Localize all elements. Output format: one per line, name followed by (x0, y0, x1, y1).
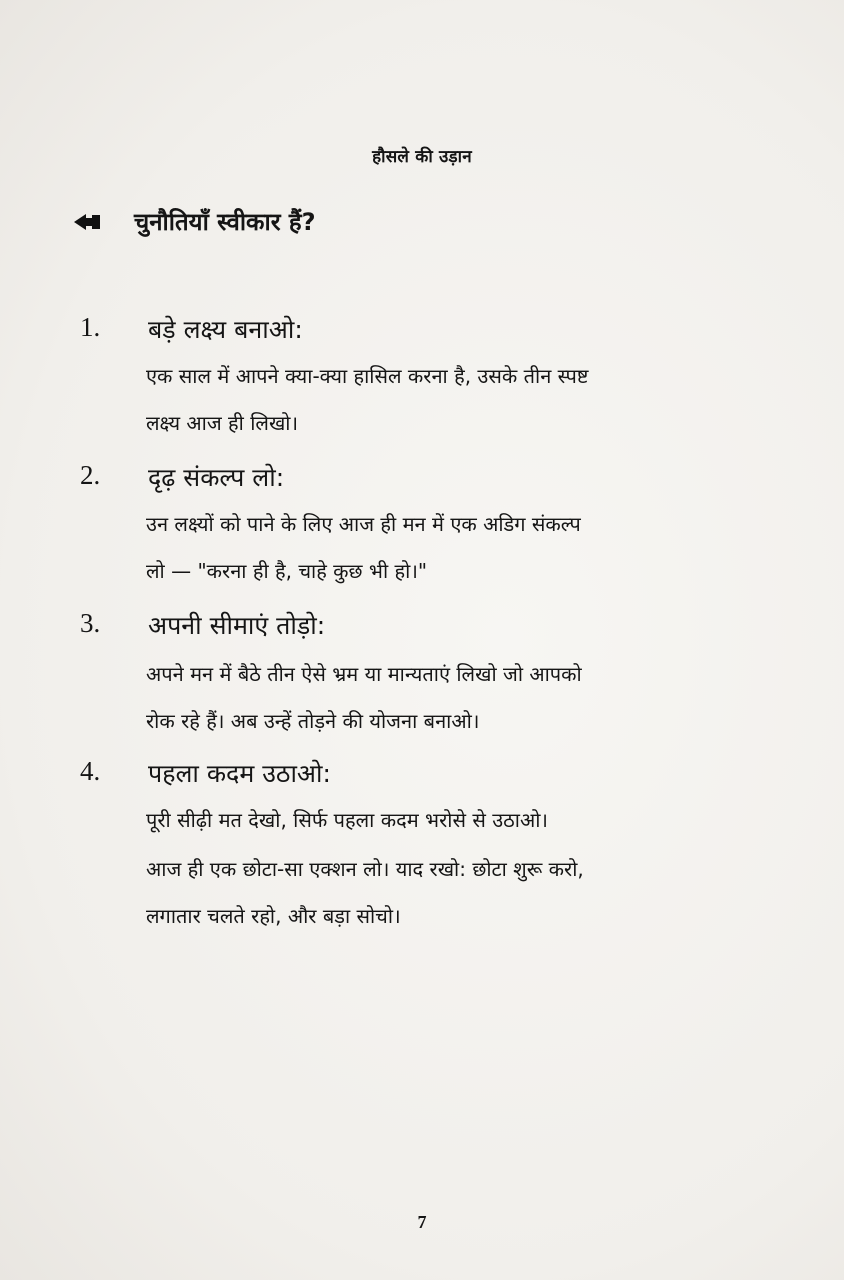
item-text-line: आज ही एक छोटा-सा एक्शन लो। याद रखो: छोटा शुरू करो, (146, 857, 584, 881)
running-header-title: हौसले की उड़ान (372, 147, 472, 167)
section-heading (72, 205, 316, 238)
item-number: 3. (80, 608, 101, 638)
item-title: पहला कदम उठाओ: (148, 759, 331, 788)
item-text-line: एक साल में आपने क्या-क्या हासिल करना है, उसके तीन स्पष्ट (146, 364, 589, 388)
item-text-line: पूरी सीढ़ी मत देखो, सिर्फ पहला कदम भरोसे से उठाओ। (146, 808, 548, 832)
item-title: अपनी सीमाएं तोड़ो: (148, 611, 326, 640)
section-title: चुनौतियाँ स्वीकार हैं? (134, 208, 316, 236)
item-title: दृढ़ संकल्प लो: (148, 463, 285, 492)
item-text-line: लक्ष्य आज ही लिखो। (146, 411, 299, 435)
page-number: 7 (417, 1212, 427, 1232)
item-number: 1. (80, 312, 101, 342)
item-text-line: लो — "करना ही है, चाहे कुछ भी हो।" (146, 559, 428, 583)
item-text-line: लगातार चलते रहो, और बड़ा सोचो। (146, 904, 401, 928)
item-number: 2. (80, 460, 101, 490)
item-title: बड़े लक्ष्य बनाओ: (148, 315, 303, 344)
item-number: 4. (80, 756, 101, 786)
item-text-line: अपने मन में बैठे तीन ऐसे भ्रम या मान्यताएं लिखो जो आपको (146, 662, 582, 686)
item-text-line: रोक रहे हैं। अब उन्हें तोड़ने की योजना बनाओ। (146, 709, 480, 733)
item-text-line: उन लक्ष्यों को पाने के लिए आज ही मन में एक अडिग संकल्प (146, 512, 581, 536)
pointing-hand-icon (72, 211, 102, 233)
